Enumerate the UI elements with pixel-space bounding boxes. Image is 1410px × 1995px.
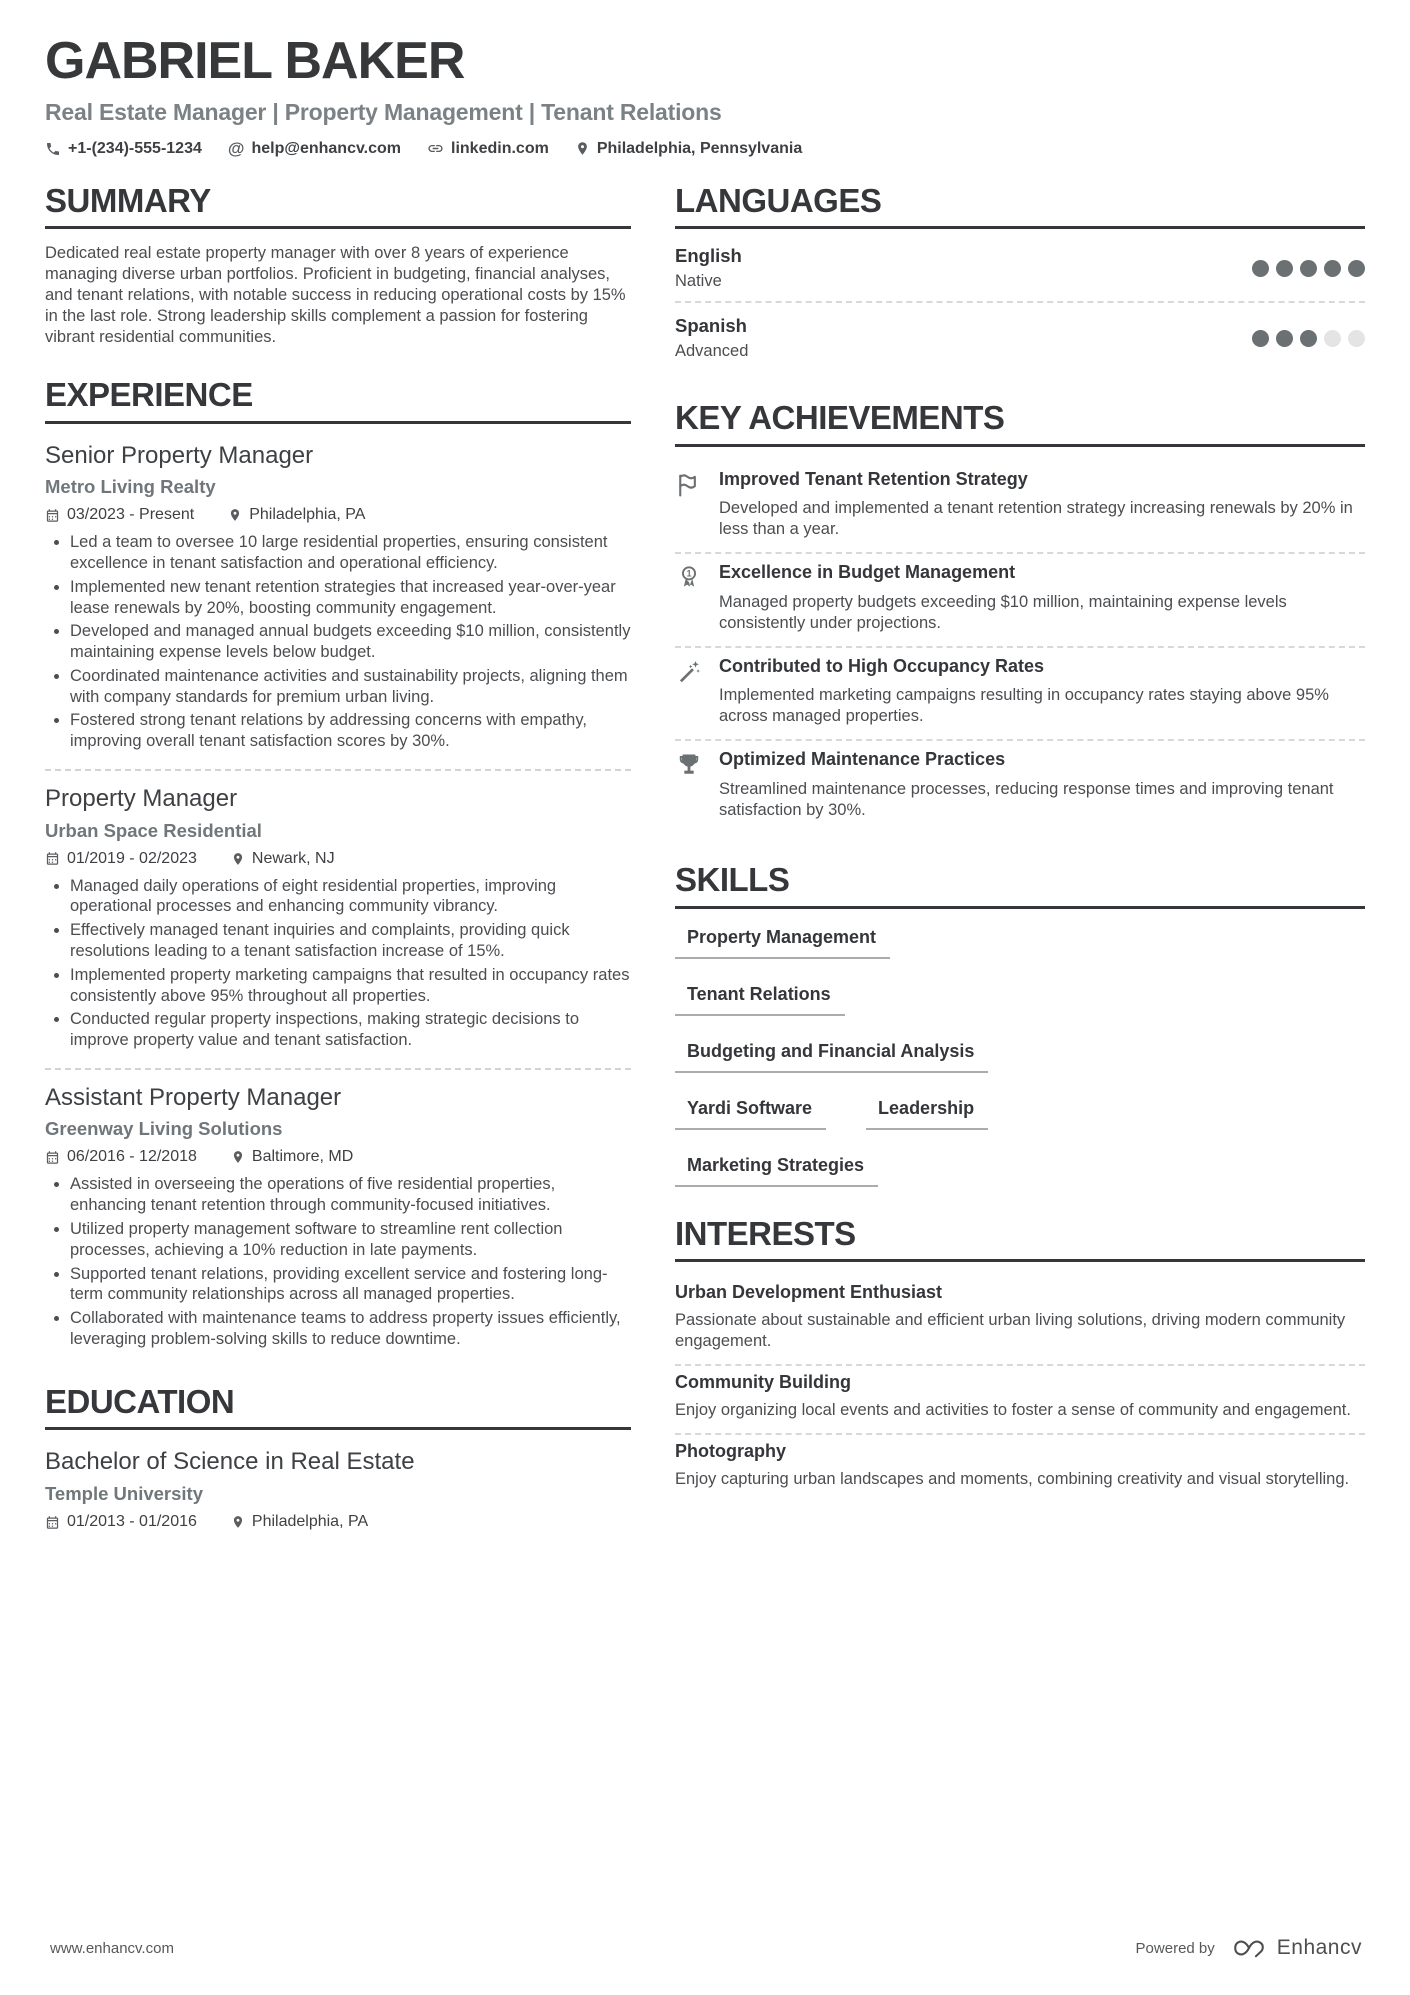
enhancv-brand[interactable] [1229,1935,1362,1961]
proficiency-dot [1324,260,1341,277]
interest-item [675,1364,1365,1433]
job-location [231,1148,353,1166]
bullet: Assisted in overseeing the operations of five residential properties, enhancing tenant retention through community-focused initiatives. [45,1174,631,1216]
proficiency-dot [1276,330,1293,347]
skill-tag: Yardi Software [675,1098,826,1130]
skill-tag: Budgeting and Financial Analysis [675,1041,988,1073]
skills-heading: SKILLS [675,863,1365,909]
degree: Bachelor of Science in Real Estate [45,1448,415,1476]
interest-text: Enjoy organizing local events and activities to foster a sense of community and engagement. [675,1401,1351,1420]
bullet: Implemented new tenant retention strategies that increased year-over-year lease renewals by 20%, boosting community engagement. [45,577,631,619]
headline: Real Estate Manager | Property Management | Tenant Relations [45,98,722,125]
email-contact[interactable] [228,140,401,158]
linkedin-contact[interactable] [427,140,549,158]
language-name: Spanish [675,315,747,337]
wand-icon [675,656,705,728]
calendar-icon [45,1515,60,1530]
job-entry [45,769,631,1056]
bullet: Led a team to oversee 10 large residential properties, ensuring consistent excellence in tenant satisfaction and operational efficiency. [45,532,631,574]
bullet: Managed daily operations of eight residential properties, improving operational processes and enhancing community vibrancy. [45,876,631,918]
proficiency-dot [1324,330,1341,347]
website-link[interactable]: www.enhancv.com [50,1939,174,1957]
skill-tag: Property Management [675,927,890,959]
summary-section [45,181,631,348]
achievement-title: Excellence in Budget Management [719,562,1016,583]
interest-item [675,1276,1365,1364]
proficiency-dot [1252,260,1269,277]
job-location-text: Philadelphia, PA [249,506,366,524]
interest-title: Urban Development Enthusiast [675,1282,943,1303]
language-level: Native [675,272,722,291]
location-pin-icon [231,1150,245,1164]
phone-number: +1-(234)-555-1234 [68,139,202,157]
language-level: Advanced [675,342,749,361]
powered-by-label: Powered by [1135,1939,1215,1957]
achievement-item [675,552,1365,646]
phone-icon [45,141,61,157]
skills-section [675,860,1365,1187]
medal-icon [675,562,705,634]
location-pin-icon [575,141,590,156]
achievements-heading: KEY ACHIEVEMENTS [675,401,1365,447]
language-name: English [675,245,742,267]
job-dates-text: 03/2023 - Present [67,506,195,524]
achievement-title: Optimized Maintenance Practices [719,749,1006,770]
proficiency-dot [1348,260,1365,277]
education-location-text: Philadelphia, PA [251,1513,369,1531]
job-location-text: Baltimore, MD [251,1148,354,1166]
education-entry [45,1444,631,1533]
link-icon [427,140,444,157]
flag-icon [675,469,705,541]
education-dates [45,1513,197,1531]
education-section [45,1382,631,1534]
email-address[interactable]: help@enhancv.com [251,139,402,157]
education-location [231,1513,368,1531]
job-entry [45,1068,631,1355]
achievement-text: Streamlined maintenance processes, reducing response times and improving tenant satisfaction by 30%. [719,779,1334,819]
left-column [45,181,631,1564]
summary-text: Dedicated real estate property manager with over 8 years of experience managing diverse urban portfolios. Proficient in budgeting, financial analyses, and tenant relations, with notable success in reducing operational costs by 15% in the last role. Strong leadership skills complement a passion for fostering vibrant residential communities. [45,244,626,347]
location-pin-icon [231,1515,245,1529]
language-row [675,243,1365,301]
achievement-title: Contributed to High Occupancy Rates [719,655,1045,676]
job-dates-text: 06/2016 - 12/2018 [67,1148,197,1166]
svg-text:1: 1 [686,568,692,579]
job-title: Property Manager [45,785,238,813]
achievements-section [675,401,1365,833]
job-company: Metro Living Realty [45,476,216,498]
job-company: Greenway Living Solutions [45,1118,283,1140]
job-bullets [45,876,631,1051]
trophy-icon [675,749,705,821]
job-dates-text: 01/2019 - 02/2023 [67,849,197,867]
enhancv-logo-icon [1229,1935,1269,1961]
proficiency-dot [1300,260,1317,277]
calendar-icon [45,1150,60,1165]
summary-heading: SUMMARY [45,184,631,230]
language-row [675,301,1365,371]
job-location [231,850,335,868]
language-proficiency-dots [1252,330,1365,347]
calendar-icon [45,508,60,523]
job-entry [45,438,631,757]
languages-heading: LANGUAGES [675,184,1365,230]
interest-text: Passionate about sustainable and efficient urban living solutions, driving modern community engagement. [675,1311,1346,1351]
job-dates [45,850,197,868]
school: Temple University [45,1483,203,1505]
page-footer [50,1935,1362,1961]
bullet: Fostered strong tenant relations by addressing concerns with empathy, improving overall tenant satisfaction scores by 30%. [45,710,631,752]
bullet: Developed and managed annual budgets exceeding $10 million, consistently maintaining expense levels below budget. [45,621,631,663]
interests-section [675,1214,1365,1502]
skills-list [675,923,1365,1187]
job-company: Urban Space Residential [45,819,262,841]
job-location-text: Newark, NJ [251,849,335,867]
achievement-item [675,461,1365,553]
header [45,34,1365,158]
interest-title: Photography [675,1441,786,1462]
bullet: Effectively managed tenant inquiries and complaints, providing quick resolutions leading to a tenant satisfaction increase of 15%. [45,920,631,962]
job-meta [45,850,631,868]
experience-heading: EXPERIENCE [45,378,631,424]
achievement-item [675,646,1365,740]
location-contact [575,140,802,158]
job-meta [45,1148,631,1166]
proficiency-dot [1276,260,1293,277]
experience-section [45,378,631,1355]
achievement-text: Managed property budgets exceeding $10 million, maintaining expense levels consistently under projections. [719,592,1287,632]
job-dates [45,1148,197,1166]
job-location [228,506,365,524]
phone-contact [45,140,202,158]
achievement-text: Implemented marketing campaigns resulting in occupancy rates staying above 95% across managed properties. [719,686,1329,726]
bullet: Coordinated maintenance activities and sustainability projects, aligning them with company standards for premium urban living. [45,666,631,708]
education-dates-text: 01/2013 - 01/2016 [67,1513,197,1531]
job-bullets [45,532,631,752]
bullet: Conducted regular property inspections, making strategic decisions to improve property value and tenant satisfaction. [45,1009,631,1051]
calendar-icon [45,851,60,866]
achievement-title: Improved Tenant Retention Strategy [719,468,1028,489]
achievement-text: Developed and implemented a tenant retention strategy increasing renewals by 20% in less than a year. [719,499,1353,539]
proficiency-dot [1252,330,1269,347]
contact-row [45,140,1365,158]
proficiency-dot [1300,330,1317,347]
person-name: GABRIEL BAKER [45,32,465,90]
location-text: Philadelphia, Pennsylvania [596,139,803,157]
skill-tag: Marketing Strategies [675,1155,878,1187]
education-heading: EDUCATION [45,1385,631,1431]
enhancv-brand-name: Enhancv [1276,1936,1362,1959]
job-bullets [45,1174,631,1349]
linkedin-url[interactable]: linkedin.com [451,139,549,157]
proficiency-dot [1348,330,1365,347]
languages-section [675,181,1365,372]
achievement-item [675,739,1365,833]
skill-tag: Leadership [866,1098,988,1130]
interest-text: Enjoy capturing urban landscapes and moments, combining creativity and visual storytelling. [675,1470,1350,1489]
bullet: Supported tenant relations, providing excellent service and fostering long-term community relationships across all managed properties. [45,1264,631,1306]
job-title: Assistant Property Manager [45,1083,342,1111]
job-dates [45,506,194,524]
job-title: Senior Property Manager [45,441,314,469]
location-pin-icon [228,508,242,522]
interest-item [675,1433,1365,1502]
bullet: Utilized property management software to streamline rent collection processes, achieving a 10% reduction in late payments. [45,1219,631,1261]
education-meta [45,1513,631,1531]
location-pin-icon [231,852,245,866]
interests-heading: INTERESTS [675,1217,1365,1263]
at-icon: @ [227,139,245,159]
job-meta [45,506,631,524]
bullet: Collaborated with maintenance teams to address property issues efficiently, leveraging problem-solving skills to reduce downtime. [45,1308,631,1350]
language-proficiency-dots [1252,260,1365,277]
interest-title: Community Building [675,1372,851,1393]
skill-tag: Tenant Relations [675,984,845,1016]
right-column [675,181,1365,1564]
bullet: Implemented property marketing campaigns that resulted in occupancy rates consistently above 95% throughout all properties. [45,965,631,1007]
